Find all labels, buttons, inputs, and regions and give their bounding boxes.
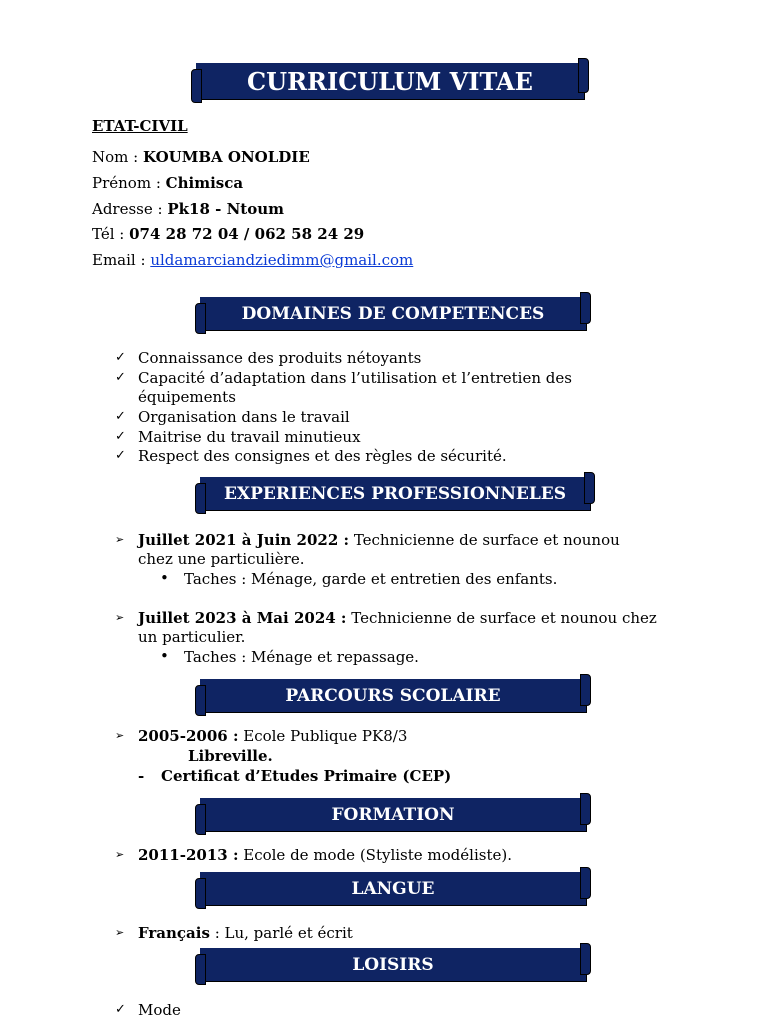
- parcours-city: Libreville.: [188, 747, 273, 765]
- adresse-label: Adresse :: [92, 200, 168, 218]
- email-line: [92, 250, 413, 270]
- tel-label: Tél :: [92, 225, 130, 243]
- prenom-value: Chimisca: [165, 174, 244, 192]
- parcours-period: 2005-2006 :: [138, 727, 239, 745]
- arrow-bullet-icon: ➢: [115, 848, 125, 861]
- check-icon: ✓: [115, 448, 126, 463]
- diploma-dash: -: [138, 767, 145, 785]
- experiences-banner: [200, 477, 590, 510]
- adresse-line: [92, 199, 284, 219]
- experience-period: Juillet 2021 à Juin 2022 :: [138, 531, 350, 549]
- parcours-line: [138, 726, 407, 746]
- prenom-line: [92, 173, 243, 193]
- tel-value: 074 28 72 04 / 062 58 24 29: [129, 225, 365, 243]
- experience-period: Juillet 2023 à Mai 2024 :: [138, 609, 347, 627]
- etat-civil-heading: ETAT-CIVIL: [92, 117, 188, 135]
- competence-item: Organisation dans le travail: [138, 408, 350, 426]
- check-icon: ✓: [115, 350, 126, 365]
- nom-value: KOUMBA ONOLDIE: [142, 148, 310, 166]
- arrow-bullet-icon: ➢: [115, 926, 125, 939]
- tel-line: [92, 224, 364, 244]
- experiences-heading: EXPERIENCES PROFESSIONNELES: [223, 483, 567, 504]
- langue-desc: : Lu, parlé et écrit: [209, 924, 353, 942]
- loisirs-heading: LOISIRS: [352, 954, 434, 975]
- prenom-label: Prénom :: [92, 174, 166, 192]
- experience-desc-continued: chez une particulière.: [138, 550, 305, 568]
- experience-desc-continued: un particulier.: [138, 628, 246, 646]
- experience-line: [138, 608, 657, 628]
- arrow-bullet-icon: ➢: [115, 611, 125, 624]
- langue-name: Français: [138, 924, 210, 942]
- adresse-value: Pk18 - Ntoum: [167, 200, 284, 218]
- experience-desc: Technicienne de surface et nounou chez: [346, 609, 657, 627]
- parcours-diploma: Certificat d’Etudes Primaire (CEP): [161, 767, 452, 785]
- page-title: CURRICULUM VITAE: [247, 66, 533, 96]
- check-icon: ✓: [115, 409, 126, 424]
- dot-bullet-icon: •: [160, 569, 169, 587]
- check-icon: ✓: [115, 429, 126, 444]
- experience-task: Taches : Ménage, garde et entretien des enfants.: [184, 570, 558, 588]
- nom-label: Nom :: [92, 148, 143, 166]
- formation-period: 2011-2013 :: [138, 846, 239, 864]
- dot-bullet-icon: •: [160, 647, 169, 665]
- loisir-item: Mode: [138, 1001, 181, 1019]
- arrow-bullet-icon: ➢: [115, 729, 125, 742]
- competence-item: Respect des consignes et des règles de sécurité.: [138, 447, 507, 465]
- email-link[interactable]: uldamarciandziedimm@gmail.com: [150, 251, 414, 269]
- formation-desc: Ecole de mode (Styliste modéliste).: [238, 846, 512, 864]
- formation-heading: FORMATION: [331, 804, 455, 825]
- langue-heading: LANGUE: [351, 878, 435, 899]
- formation-banner: [200, 798, 586, 831]
- competence-item: Capacité d’adaptation dans l’utilisation et l’entretien des: [138, 369, 572, 387]
- nom-line: [92, 147, 310, 167]
- langue-banner: [200, 872, 586, 905]
- check-icon: ✓: [115, 1002, 126, 1017]
- email-label: Email :: [92, 251, 151, 269]
- experience-task: Taches : Ménage et repassage.: [184, 648, 419, 666]
- competences-banner: [200, 297, 586, 330]
- experience-line: [138, 530, 620, 550]
- competences-heading: DOMAINES DE COMPETENCES: [241, 303, 545, 324]
- formation-line: [138, 845, 512, 865]
- loisirs-banner: [200, 948, 586, 981]
- competence-item-continued: équipements: [138, 388, 236, 406]
- title-banner: [196, 63, 584, 99]
- competence-item: Connaissance des produits nétoyants: [138, 349, 422, 367]
- parcours-banner: [200, 679, 586, 712]
- competence-item: Maitrise du travail minutieux: [138, 428, 361, 446]
- check-icon: ✓: [115, 370, 126, 385]
- parcours-school: Ecole Publique PK8/3: [238, 727, 408, 745]
- langue-line: [138, 923, 353, 943]
- experience-desc: Technicienne de surface et nounou: [349, 531, 620, 549]
- arrow-bullet-icon: ➢: [115, 533, 125, 546]
- parcours-heading: PARCOURS SCOLAIRE: [285, 685, 501, 706]
